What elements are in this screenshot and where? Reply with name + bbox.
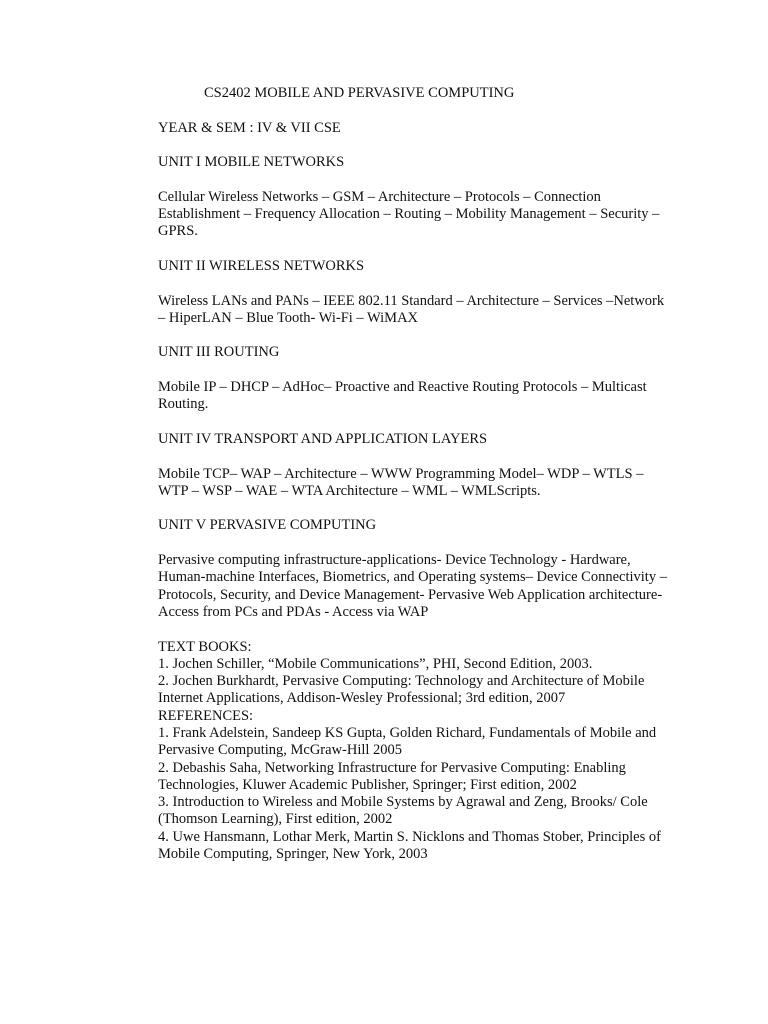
unit-heading: UNIT II WIRELESS NETWORKS: [158, 257, 365, 274]
unit-heading: UNIT V PERVASIVE COMPUTING: [158, 517, 377, 534]
unit-text-line: Mobile IP – DHCP – AdHoc– Proactive and Reactive Routing Protocols – Multicast: [158, 379, 647, 396]
unit-text-line: Cellular Wireless Networks – GSM – Architecture – Protocols – Connection: [158, 188, 601, 205]
document-title: CS2402 MOBILE AND PERVASIVE COMPUTING: [204, 85, 515, 101]
unit-text-line: Human-machine Interfaces, Biometrics, and Operating systems– Device Connectivity –: [158, 569, 667, 586]
document-content: [158, 85, 698, 863]
spacer: [158, 500, 698, 517]
reference-line: Pervasive Computing, McGraw-Hill 2005: [158, 742, 403, 759]
reference-line: 4. Uwe Hansmann, Lothar Merk, Martin S. Nicklons and Thomas Stober, Principles of: [158, 828, 661, 845]
unit-text-line: Mobile TCP– WAP – Architecture – WWW Programming Model– WDP – WTLS –: [158, 465, 644, 482]
unit-text-line: Establishment – Frequency Allocation – Routing – Mobility Management – Security –: [158, 206, 660, 223]
spacer: [158, 414, 698, 431]
unit-text-line: Protocols, Security, and Device Management- Pervasive Web Application architecture-: [158, 586, 663, 603]
spacer: [158, 241, 698, 258]
spacer: [158, 621, 698, 638]
unit-text-line: Access from PCs and PDAs - Access via WAP: [158, 603, 429, 620]
unit-heading: UNIT III ROUTING: [158, 344, 280, 361]
reference-line: Mobile Computing, Springer, New York, 2003: [158, 846, 428, 863]
spacer: [158, 275, 698, 292]
references-heading: REFERENCES:: [158, 707, 254, 724]
unit-heading: UNIT I MOBILE NETWORKS: [158, 154, 345, 171]
year-sem-line: YEAR & SEM : IV & VII CSE: [158, 119, 341, 136]
unit-text-line: Wireless LANs and PANs – IEEE 802.11 Standard – Architecture – Services –Network: [158, 292, 665, 309]
reference-line: 3. Introduction to Wireless and Mobile Systems by Agrawal and Zeng, Brooks/ Cole: [158, 794, 648, 811]
spacer: [158, 137, 698, 154]
text-book-line: Internet Applications, Addison-Wesley Professional; 3rd edition, 2007: [158, 690, 566, 707]
unit-text-line: WTP – WSP – WAE – WTA Architecture – WML – WMLScripts.: [158, 482, 541, 499]
spacer: [158, 362, 698, 379]
text-book-line: 1. Jochen Schiller, “Mobile Communications”, PHI, Second Edition, 2003.: [158, 655, 593, 672]
reference-line: Technologies, Kluwer Academic Publisher, Springer; First edition, 2002: [158, 776, 577, 793]
spacer: [158, 535, 698, 552]
spacer: [158, 102, 698, 119]
reference-line: (Thomson Learning), First edition, 2002: [158, 811, 393, 828]
spacer: [158, 448, 698, 465]
text-books-heading: TEXT BOOKS:: [158, 638, 252, 655]
unit-text-line: GPRS.: [158, 223, 198, 240]
unit-text-line: Routing.: [158, 396, 209, 413]
spacer: [158, 327, 698, 344]
reference-line: 2. Debashis Saha, Networking Infrastructure for Pervasive Computing: Enabling: [158, 759, 626, 776]
spacer: [158, 171, 698, 188]
unit-heading: UNIT IV TRANSPORT AND APPLICATION LAYERS: [158, 430, 488, 447]
reference-line: 1. Frank Adelstein, Sandeep KS Gupta, Golden Richard, Fundamentals of Mobile and: [158, 724, 657, 741]
text-book-line: 2. Jochen Burkhardt, Pervasive Computing: Technology and Architecture of Mobile: [158, 673, 645, 690]
unit-text-line: Pervasive computing infrastructure-applications- Device Technology - Hardware,: [158, 552, 631, 569]
unit-text-line: – HiperLAN – Blue Tooth- Wi-Fi – WiMAX: [158, 309, 419, 326]
